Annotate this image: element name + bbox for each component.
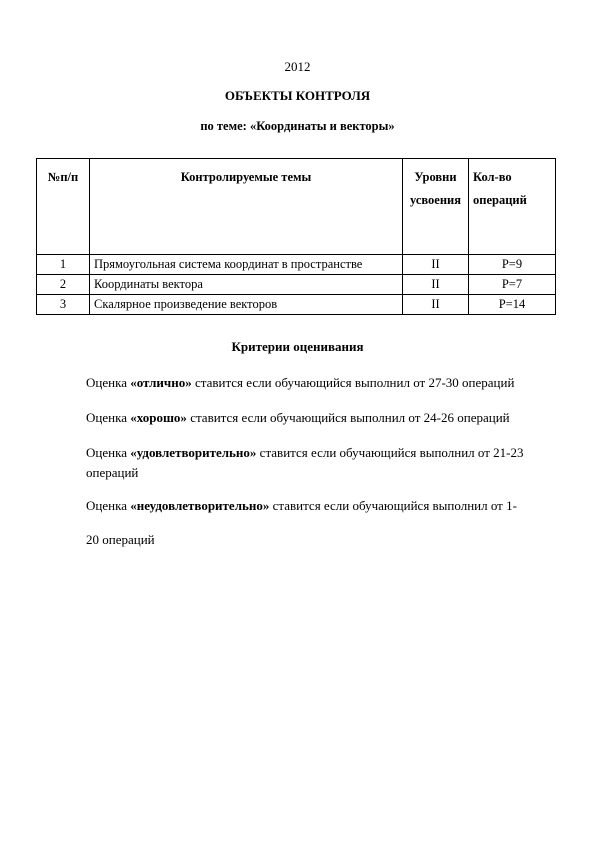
row-ops: Р=7 <box>469 275 556 295</box>
criterion-grade: «отлично» <box>130 375 192 390</box>
control-objects-table <box>36 158 556 315</box>
year: 2012 <box>284 59 311 74</box>
header-topic: Контролируемые темы <box>90 159 403 255</box>
row-num: 2 <box>37 275 90 295</box>
row-level: II <box>403 295 469 315</box>
table-row <box>37 275 556 295</box>
criterion-text: ставится если обучающийся выполнил от 1- <box>269 498 517 513</box>
header-level-line1: Уровни <box>414 170 457 184</box>
row-num: 1 <box>37 255 90 275</box>
header-level-line2: усвоения <box>409 193 462 207</box>
table-header-row <box>37 159 556 255</box>
criteria-heading: Критерии оценивания <box>231 339 364 354</box>
criterion-unsatisfactory-continuation: 20 операций <box>86 532 155 547</box>
header-num: №п/п <box>37 159 90 255</box>
header-ops-line2: операций <box>473 193 527 207</box>
row-topic: Скалярное произведение векторов <box>90 295 403 315</box>
header-ops-line1: Кол-во <box>473 170 512 184</box>
criterion-prefix: Оценка <box>86 375 131 390</box>
header-ops <box>469 159 556 255</box>
criterion-unsatisfactory <box>86 496 556 516</box>
criterion-grade: «хорошо» <box>130 410 187 425</box>
row-ops: Р=9 <box>469 255 556 275</box>
criterion-good <box>86 408 556 428</box>
table-row <box>37 295 556 315</box>
criterion-prefix: Оценка <box>86 445 131 460</box>
page-title: ОБЪЕКТЫ КОНТРОЛЯ <box>224 88 371 103</box>
row-topic: Координаты вектора <box>90 275 403 295</box>
row-level: II <box>403 275 469 295</box>
criterion-grade: «неудовлетворительно» <box>130 498 270 513</box>
row-level: II <box>403 255 469 275</box>
criterion-text: ставится если обучающийся выполнил от 21-23 операций <box>86 445 524 480</box>
criterion-grade: «удовлетворительно» <box>130 445 257 460</box>
header-level <box>403 159 469 255</box>
criterion-satisfactory <box>86 443 556 483</box>
row-ops: Р=14 <box>469 295 556 315</box>
page-subtitle: по теме: «Координаты и векторы» <box>200 119 395 133</box>
criterion-prefix: Оценка <box>86 498 131 513</box>
table-row <box>37 255 556 275</box>
criterion-prefix: Оценка <box>86 410 131 425</box>
row-num: 3 <box>37 295 90 315</box>
criterion-excellent <box>86 373 556 393</box>
criterion-text: ставится если обучающийся выполнил от 27-30 операций <box>191 375 515 390</box>
criterion-text: ставится если обучающийся выполнил от 24-26 операций <box>186 410 510 425</box>
row-topic: Прямоугольная система координат в пространстве <box>90 255 403 275</box>
